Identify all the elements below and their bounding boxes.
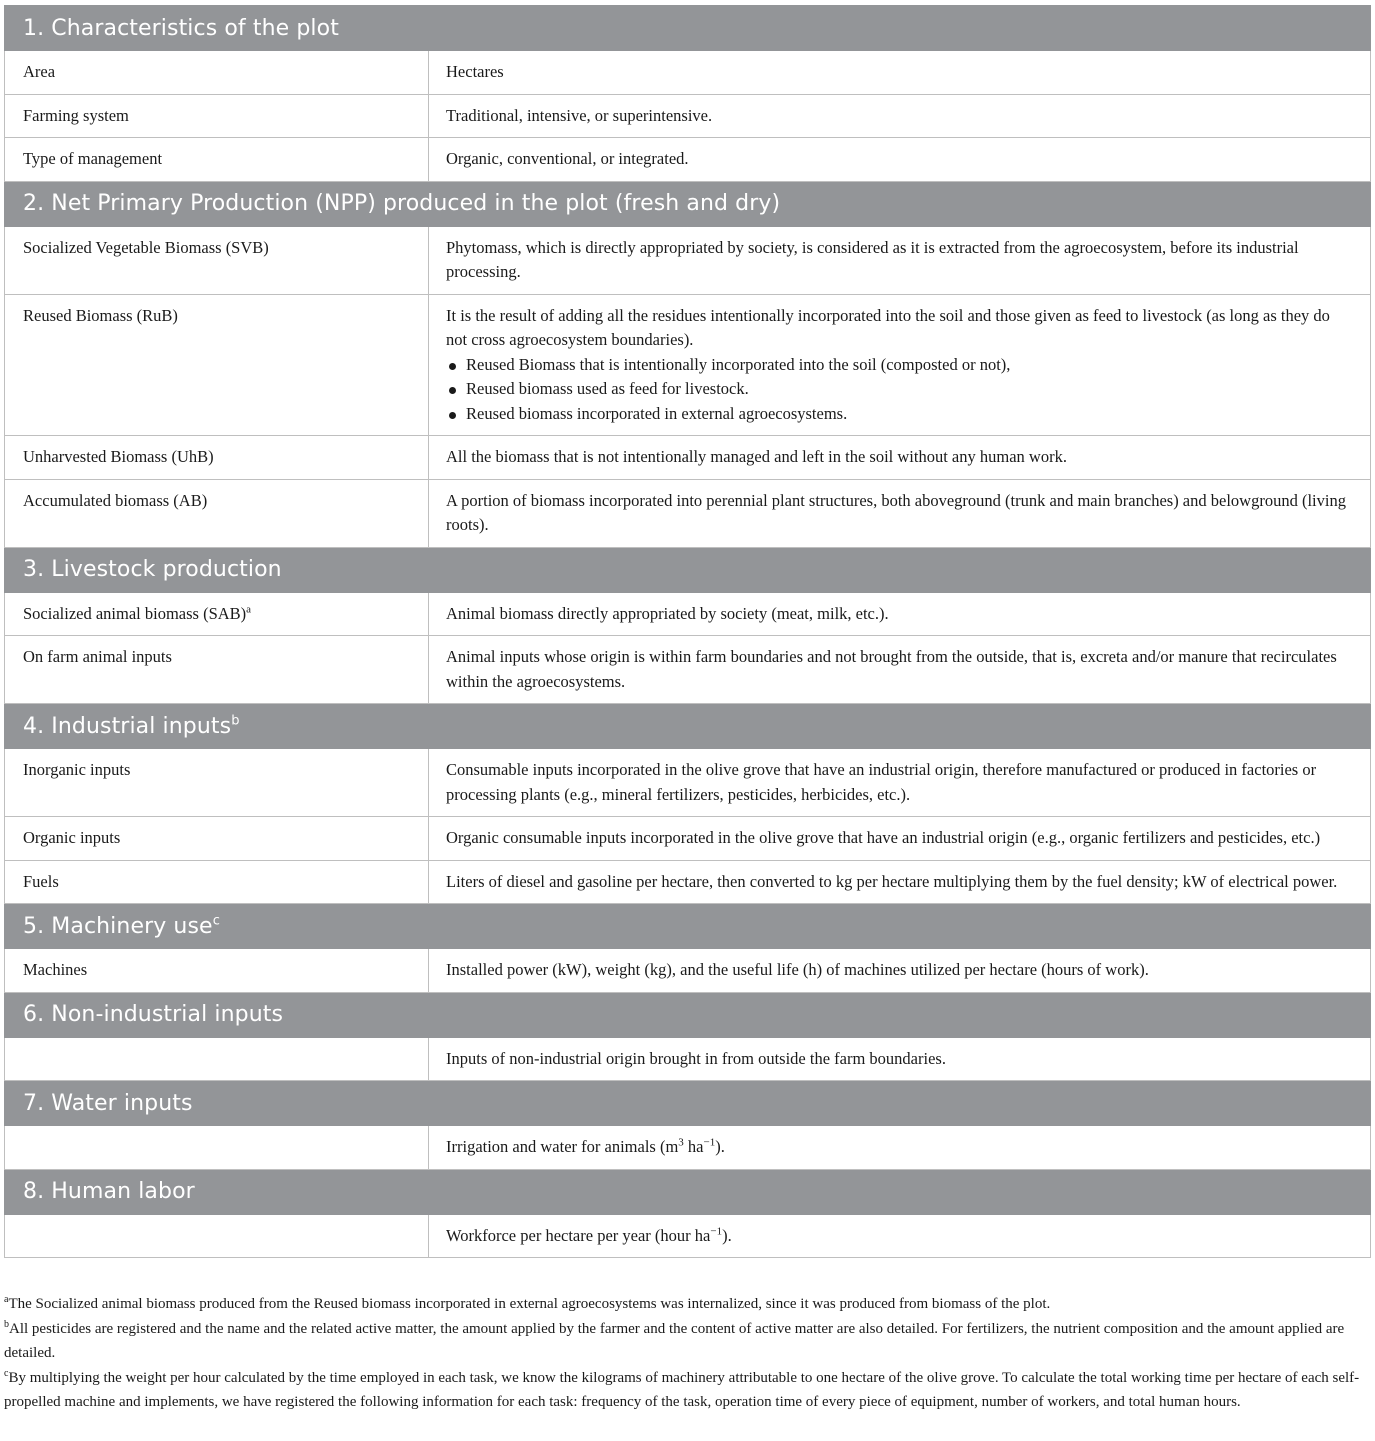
row-description: A portion of biomass incorporated into perennial plant structures, both aboveground (trunk and main branches) and belowground (living roots). [429, 479, 1371, 547]
footnote-marker: a [4, 1294, 9, 1305]
row-label: Accumulated biomass (AB) [5, 479, 429, 547]
table-row [5, 51, 1371, 95]
row-description: Animal inputs whose origin is within farm boundaries and not brought from the outside, that is, excreta and/or manure that recirculates within the agroecosystems. [429, 636, 1371, 704]
row-label: Unharvested Biomass (UhB) [5, 436, 429, 480]
data-table [4, 5, 1371, 1258]
section-title: 8. Human labor [5, 1169, 1371, 1214]
table-row [5, 949, 1371, 993]
footnote-marker: b [231, 713, 240, 729]
table-row [5, 138, 1371, 182]
row-label: Inorganic inputs [5, 749, 429, 817]
row-label-text: Socialized animal biomass (SAB) [23, 603, 247, 623]
list-item-text: Reused biomass incorporated in external agroecosystems. [466, 403, 848, 423]
row-label: Farming system [5, 94, 429, 138]
row-description [429, 294, 1371, 436]
section-title: 3. Livestock production [5, 547, 1371, 592]
row-description: Organic, conventional, or integrated. [429, 138, 1371, 182]
row-description: Animal biomass directly appropriated by society (meat, milk, etc.). [429, 592, 1371, 636]
row-description [429, 1214, 1371, 1258]
section-header [5, 992, 1371, 1037]
bullet-icon [449, 363, 456, 370]
section-title: 1. Characteristics of the plot [5, 6, 1371, 51]
row-label: On farm animal inputs [5, 636, 429, 704]
table-row [5, 479, 1371, 547]
row-label [5, 592, 429, 636]
section-title: 2. Net Primary Production (NPP) produced in the plot (fresh and dry) [5, 181, 1371, 226]
bullet-icon [449, 412, 456, 419]
bullet-list [446, 353, 1352, 427]
row-description-text: ). [722, 1225, 732, 1245]
row-label: Reused Biomass (RuB) [5, 294, 429, 436]
row-description: Hectares [429, 51, 1371, 95]
superscript: 3 [678, 1136, 684, 1149]
row-label: Area [5, 51, 429, 95]
row-label: Organic inputs [5, 817, 429, 861]
section-title [5, 904, 1371, 949]
footnote-marker: c [4, 1367, 9, 1379]
row-label [5, 1126, 429, 1170]
row-description: Liters of diesel and gasoline per hectare, then converted to kg per hectare multiplying them by the fuel density; kW of electrical power. [429, 860, 1371, 904]
bullet-icon [449, 387, 456, 394]
row-label: Socialized Vegetable Biomass (SVB) [5, 226, 429, 294]
section-title [5, 704, 1371, 749]
row-description: Installed power (kW), weight (kg), and the useful life (h) of machines utilized per hectare (hours of work). [429, 949, 1371, 993]
table-row [5, 1126, 1371, 1170]
table-row [5, 94, 1371, 138]
footnote-marker: b [4, 1318, 9, 1330]
table-row [5, 749, 1371, 817]
section-title-text: 4. Industrial inputs [23, 713, 232, 739]
row-label: Fuels [5, 860, 429, 904]
row-description: Organic consumable inputs incorporated in the olive grove that have an industrial origin (e.g., organic fertilizers and pesticides, etc.) [429, 817, 1371, 861]
row-label [5, 1037, 429, 1081]
list-item [446, 377, 1352, 402]
row-label: Type of management [5, 138, 429, 182]
table-row [5, 226, 1371, 294]
row-label [5, 1214, 429, 1258]
list-item [446, 353, 1352, 378]
footnote [4, 1366, 1370, 1415]
row-description [429, 1126, 1371, 1170]
table-row [5, 636, 1371, 704]
section-header [5, 547, 1371, 592]
footnotes [4, 1292, 1370, 1415]
table-row [5, 592, 1371, 636]
row-description-text: Irrigation and water for animals (m [446, 1137, 679, 1156]
section-header [5, 181, 1371, 226]
section-title-text: 5. Machinery use [23, 913, 213, 939]
row-description: Phytomass, which is directly appropriated by society, is considered as it is extracted from the agroecosystem, before its industrial processing. [429, 226, 1371, 294]
table-row [5, 436, 1371, 480]
row-description: Inputs of non-industrial origin brought in from outside the farm boundaries. [429, 1037, 1371, 1081]
row-description: Consumable inputs incorporated in the olive grove that have an industrial origin, therefore manufactured or produced in factories or processing plants (e.g., mineral fertilizers, pesticides, herbicides, etc.). [429, 749, 1371, 817]
footnote-text: By multiplying the weight per hour calculated by the time employed in each task, we know the kilograms of machinery attributable to one hectare of the olive grove. To calculate the total working time per hectare of each self-propelled machine and implements, we have registered the following information for each task: frequency of the task, operation time of every piece of equipment, number of workers, and total human hours. [4, 1369, 1360, 1411]
row-description: All the biomass that is not intentionally managed and left in the soil without any human work. [429, 436, 1371, 480]
footnote-marker: c [212, 913, 220, 929]
footnote-marker: a [246, 603, 252, 615]
footnote-text: The Socialized animal biomass produced from the Reused biomass incorporated in external agroecosystems was internalized, since it was produced from biomass of the plot. [8, 1296, 1051, 1312]
table-row [5, 817, 1371, 861]
footnote [4, 1317, 1370, 1366]
table-row [5, 860, 1371, 904]
section-title: 7. Water inputs [5, 1081, 1371, 1126]
section-header [5, 6, 1371, 51]
table-row [5, 1037, 1371, 1081]
table-row [5, 294, 1371, 436]
footnote-text: All pesticides are registered and the name and the related active matter, the amount applied by the farmer and the content of active matter are also detailed. For fertilizers, the nutrient composition and the amount applied are detailed. [4, 1320, 1345, 1362]
row-description-text: ha [683, 1137, 704, 1156]
row-label: Machines [5, 949, 429, 993]
list-item [446, 402, 1352, 427]
section-header [5, 1169, 1371, 1214]
row-description: Traditional, intensive, or superintensive. [429, 94, 1371, 138]
row-description-text: It is the result of adding all the residues intentionally incorporated into the soil and those given as feed to livestock (as long as they do not cross agroecosystem boundaries). [446, 305, 1330, 349]
table-row [5, 1214, 1371, 1258]
row-description-text: Workforce per hectare per year (hour ha [446, 1225, 711, 1245]
list-item-text: Reused biomass used as feed for livestock. [466, 379, 749, 398]
footnote [4, 1292, 1370, 1317]
section-title: 6. Non-industrial inputs [5, 992, 1371, 1037]
superscript: −1 [710, 1225, 723, 1237]
row-description-text: ). [715, 1137, 725, 1156]
list-item-text: Reused Biomass that is intentionally incorporated into the soil (composted or not), [466, 354, 1011, 374]
section-header [5, 704, 1371, 749]
section-header [5, 1081, 1371, 1126]
section-header [5, 904, 1371, 949]
superscript: −1 [703, 1136, 716, 1149]
